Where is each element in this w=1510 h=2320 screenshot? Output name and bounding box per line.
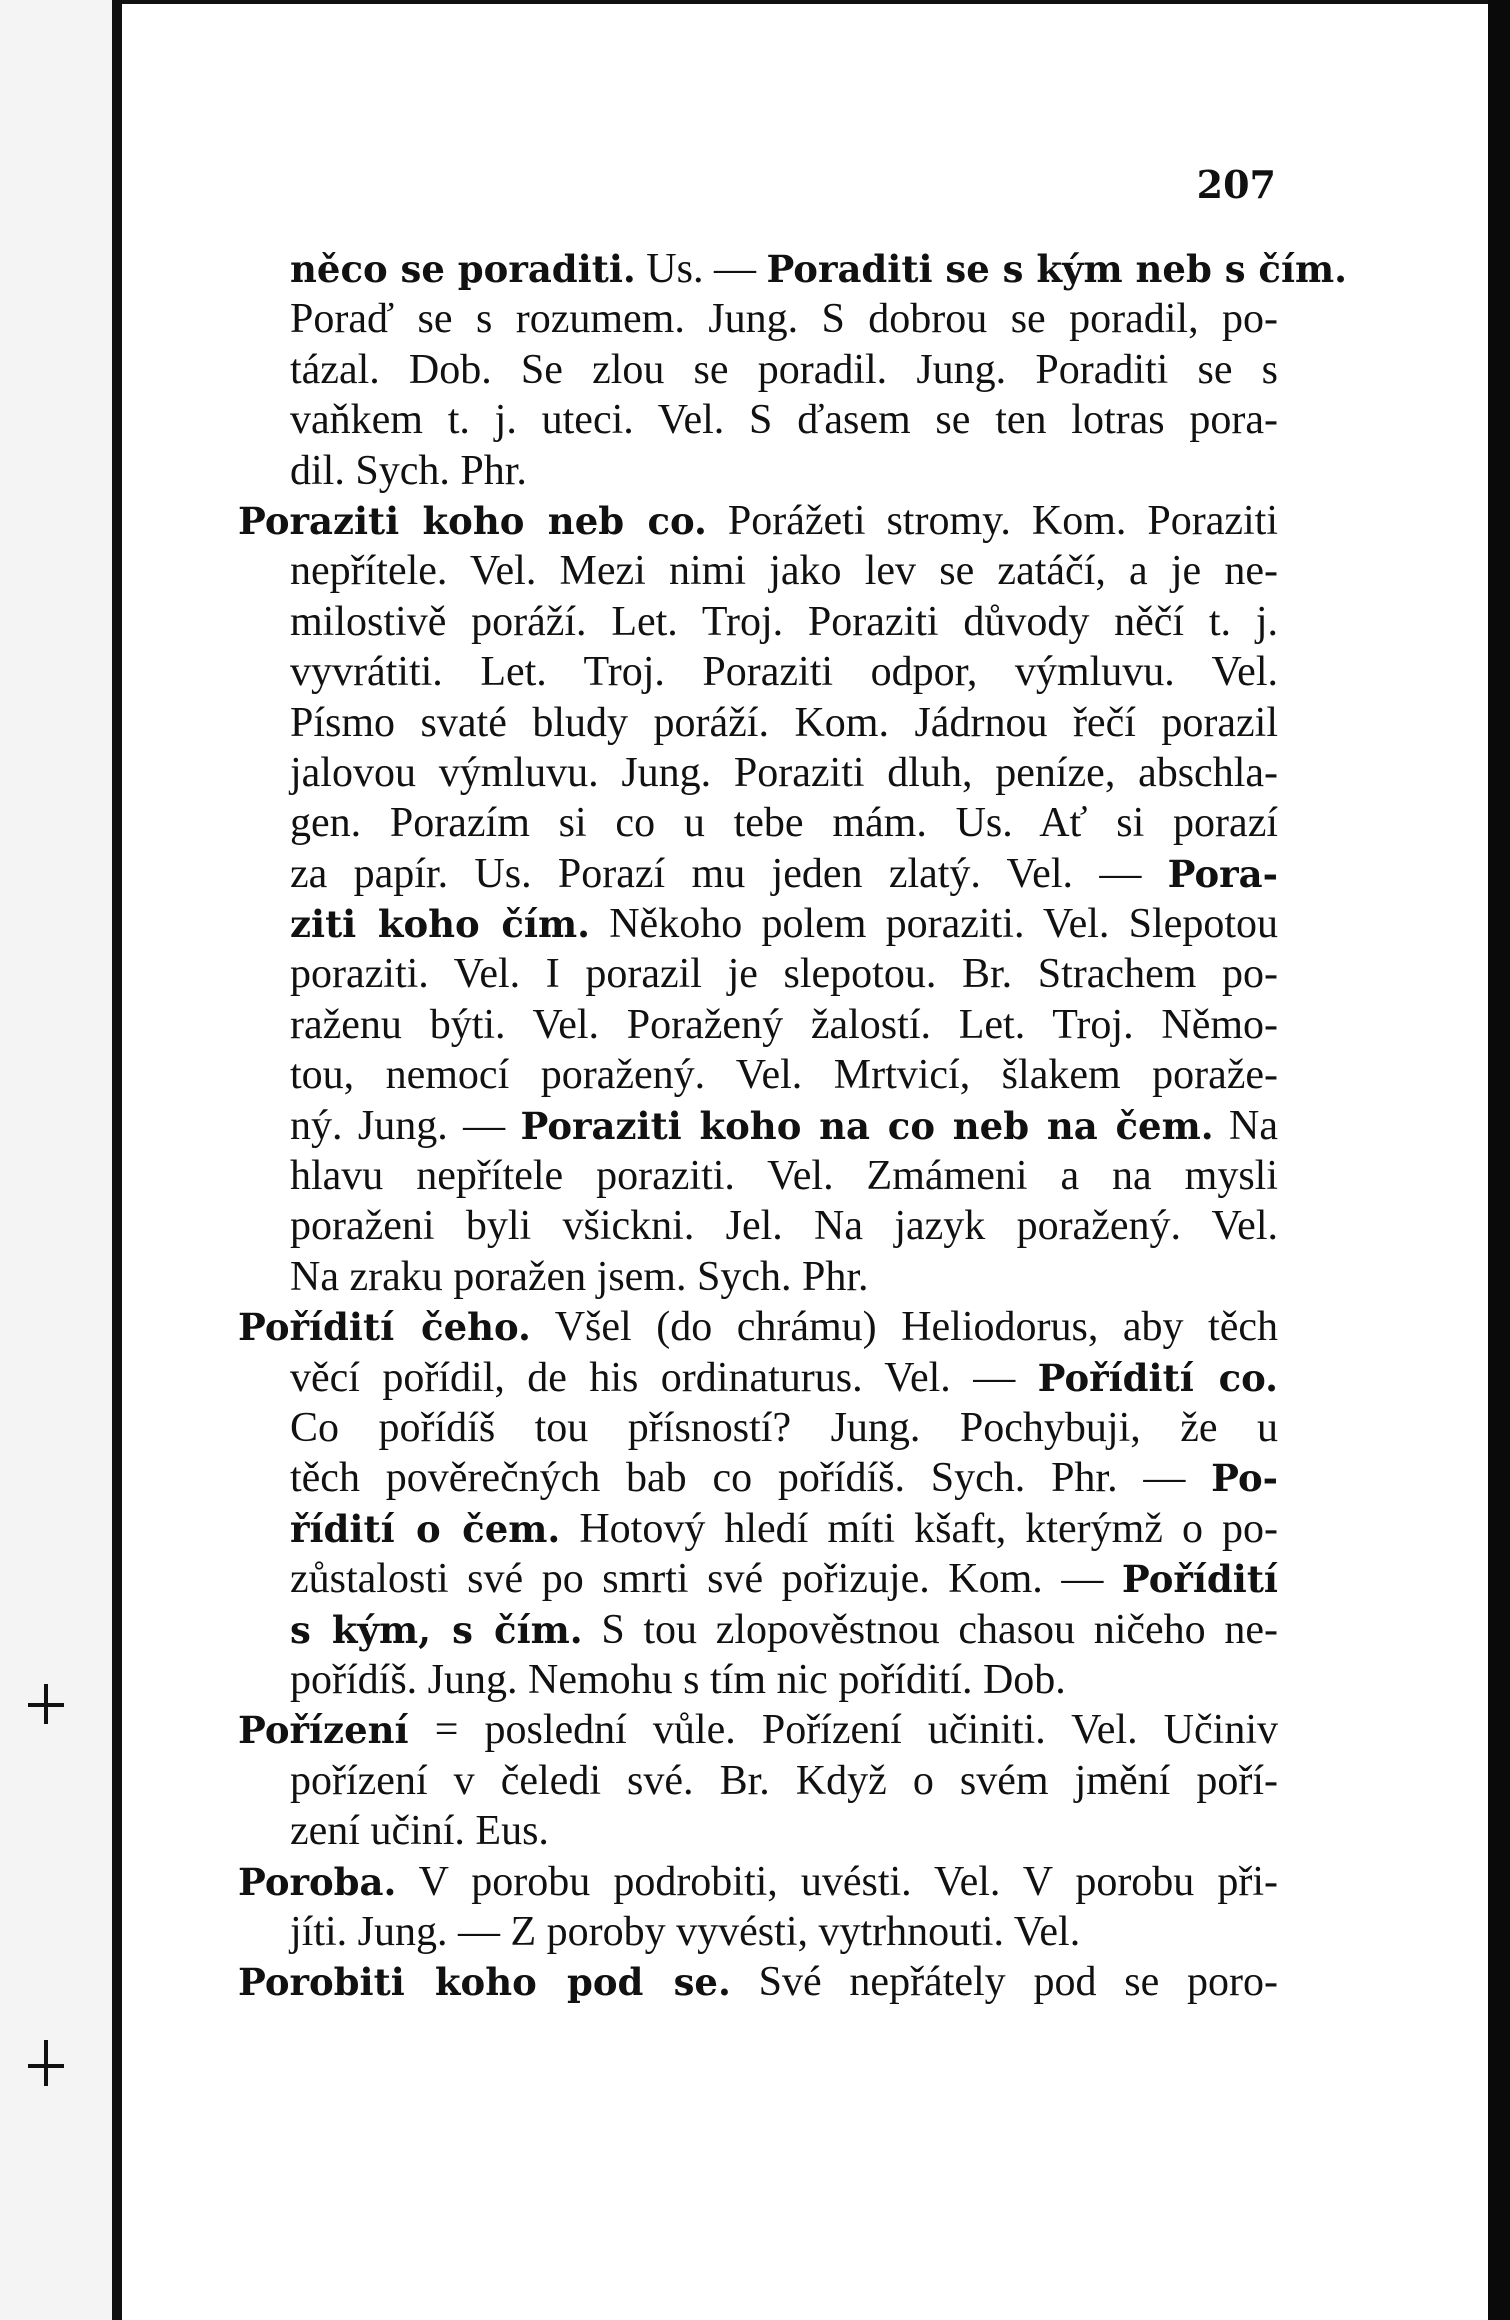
entry-text: za papír. Us. Porazí mu jeden zlatý. Vel. — [290, 850, 1168, 897]
entry-text: hlavu nepřítele poraziti. Vel. Zmámeni a na mysli [290, 1153, 1278, 1200]
entry-text: milostivě poráží. Let. Troj. Poraziti důvody něčí t. j. [290, 598, 1278, 645]
entry-text: Porážeti stromy. Kom. Poraziti [706, 497, 1278, 544]
entry-headword: Pora- [1167, 851, 1278, 896]
entry-text: V porobu podrobiti, uvésti. Vel. V porobu při- [396, 1858, 1278, 1905]
dictionary-text [238, 244, 1348, 2008]
entry-line [238, 1302, 1278, 1352]
text-line [238, 899, 1278, 949]
text-line [238, 849, 1278, 899]
text-line [238, 345, 1278, 395]
text-line [238, 1756, 1278, 1806]
entry-text: Hotový hledí míti kšaft, kterýmž o po- [560, 1505, 1278, 1552]
entry-line [238, 1857, 1278, 1907]
text-line [238, 1201, 1278, 1251]
entry-text: Písmo svaté bludy poráží. Kom. Jádrnou řečí porazil [290, 699, 1278, 746]
text-line [238, 1655, 1278, 1705]
text-line [238, 597, 1278, 647]
entry-headword: Poraditi se s kým neb s čím. [766, 247, 1348, 291]
text-line [238, 244, 1348, 294]
margin-mark [28, 2064, 64, 2068]
entry-text: tou, nemocí poražený. Vel. Mrtvicí, šlakem poraže- [290, 1052, 1278, 1099]
entry-text: Na [1213, 1102, 1278, 1149]
margin-mark [44, 2040, 48, 2086]
text-line [238, 748, 1278, 798]
entry-text: věcí pořídil, de his ordinaturus. Vel. — [290, 1354, 1038, 1401]
entry-text: tázal. Dob. Se zlou se poradil. Jung. Poraditi se s [290, 346, 1278, 393]
text-line [238, 1806, 1278, 1856]
entry-text: S tou zlopověstnou chasou ničeho ne- [582, 1606, 1278, 1653]
entry-text: Na zraku poražen jsem. Sych. Phr. [290, 1253, 869, 1300]
entry-text: nepřítele. Vel. Mezi nimi jako lev se zatáčí, a je ne- [290, 548, 1278, 595]
entry-headword: ziti koho čím. [290, 902, 590, 947]
text-line [238, 698, 1278, 748]
entry-text: vyvrátiti. Let. Troj. Poraziti odpor, výmluvu. Vel. [290, 649, 1278, 696]
entry-text: pořídíš. Jung. Nemohu s tím nic pořídití. Dob. [290, 1656, 1066, 1703]
entry-headword: Porobiti koho pod se. [238, 1960, 731, 2005]
entry-text: pořízení v čeledi své. Br. Když o svém jmění poří- [290, 1757, 1278, 1804]
entry-text: těch pověrečných bab co pořídíš. Sych. Phr. — [290, 1455, 1212, 1502]
text-line [238, 546, 1278, 596]
text-line [238, 294, 1278, 344]
entry-text: poraženi byli všickni. Jel. Na jazyk poražený. Vel. [290, 1203, 1278, 1250]
entry-text: Co pořídíš tou přísností? Jung. Pochybuji, že u [290, 1404, 1278, 1451]
scan-right-edge [1488, 0, 1510, 2320]
entry-text: Všel (do chrámu) Heliodorus, aby těch [530, 1304, 1278, 1351]
page-number: 207 [1196, 162, 1276, 207]
text-line [238, 1554, 1278, 1604]
entry-text: zení učiní. Eus. [290, 1808, 549, 1855]
entry-headword: Pořídití [1121, 1557, 1278, 1602]
entry-headword: něco se poraditi. [290, 247, 636, 291]
entry-headword: Poraziti koho neb co. [238, 498, 707, 543]
text-line [238, 798, 1278, 848]
entry-text: poraziti. Vel. I porazil je slepotou. Br. Strachem po- [290, 951, 1278, 998]
entry-text: jalovou výmluvu. Jung. Poraziti dluh, peníze, abschla- [290, 749, 1278, 796]
entry-text: = poslední vůle. Pořízení učiniti. Vel. Učiniv [408, 1707, 1278, 1754]
text-line [238, 446, 1278, 496]
text-line [238, 1907, 1278, 1957]
entry-text: jíti. Jung. — Z poroby vyvésti, vytrhnouti. Vel. [290, 1908, 1081, 1955]
entry-headword: Poroba. [238, 1859, 397, 1904]
entry-headword: řídití o čem. [290, 1506, 561, 1551]
entry-line [238, 1957, 1278, 2007]
entry-headword: Po- [1211, 1456, 1278, 1501]
entry-headword: s kým, s čím. [290, 1607, 583, 1652]
text-line [238, 1453, 1278, 1503]
text-line [238, 1504, 1278, 1554]
entry-text: Poraď se s rozumem. Jung. S dobrou se poradil, po- [290, 296, 1278, 343]
entry-text: vaňkem t. j. uteci. Vel. S ďasem se ten lotras pora- [290, 397, 1278, 444]
text-line [238, 1000, 1278, 1050]
scan-binding-edge [112, 0, 122, 2320]
entry-headword: Pořídití čeho. [238, 1305, 531, 1350]
entry-text: gen. Porazím si co u tebe mám. Us. Ať si porazí [290, 800, 1278, 847]
entry-line [238, 1705, 1278, 1755]
entry-text: Někoho polem poraziti. Vel. Slepotou [589, 901, 1278, 948]
entry-text: dil. Sych. Phr. [290, 447, 527, 494]
scan-top-edge [122, 0, 1488, 34]
entry-text: raženu býti. Vel. Poražený žalostí. Let. Troj. Němo- [290, 1001, 1278, 1048]
text-line [238, 1050, 1278, 1100]
entry-text: zůstalosti své po smrti své pořizuje. Kom. — [290, 1556, 1122, 1603]
text-line [238, 1151, 1278, 1201]
text-line [238, 395, 1278, 445]
text-line [238, 1101, 1278, 1151]
entry-headword: Poraziti koho na co neb na čem. [520, 1103, 1214, 1148]
entry-text: Své nepřátely pod se poro- [730, 1959, 1278, 2006]
text-line [238, 1403, 1278, 1453]
text-line [238, 1252, 1278, 1302]
entry-line [238, 496, 1278, 546]
entry-text: ný. Jung. — [290, 1102, 521, 1149]
text-line [238, 949, 1278, 999]
entry-headword: Pořídití co. [1037, 1355, 1279, 1400]
text-line [238, 647, 1278, 697]
margin-mark [28, 1703, 64, 1707]
entry-text: Us. — [635, 246, 767, 292]
entry-headword: Pořízení [238, 1708, 409, 1753]
text-line [238, 1605, 1278, 1655]
text-line [238, 1353, 1278, 1403]
scan-left-margin [0, 0, 112, 2320]
